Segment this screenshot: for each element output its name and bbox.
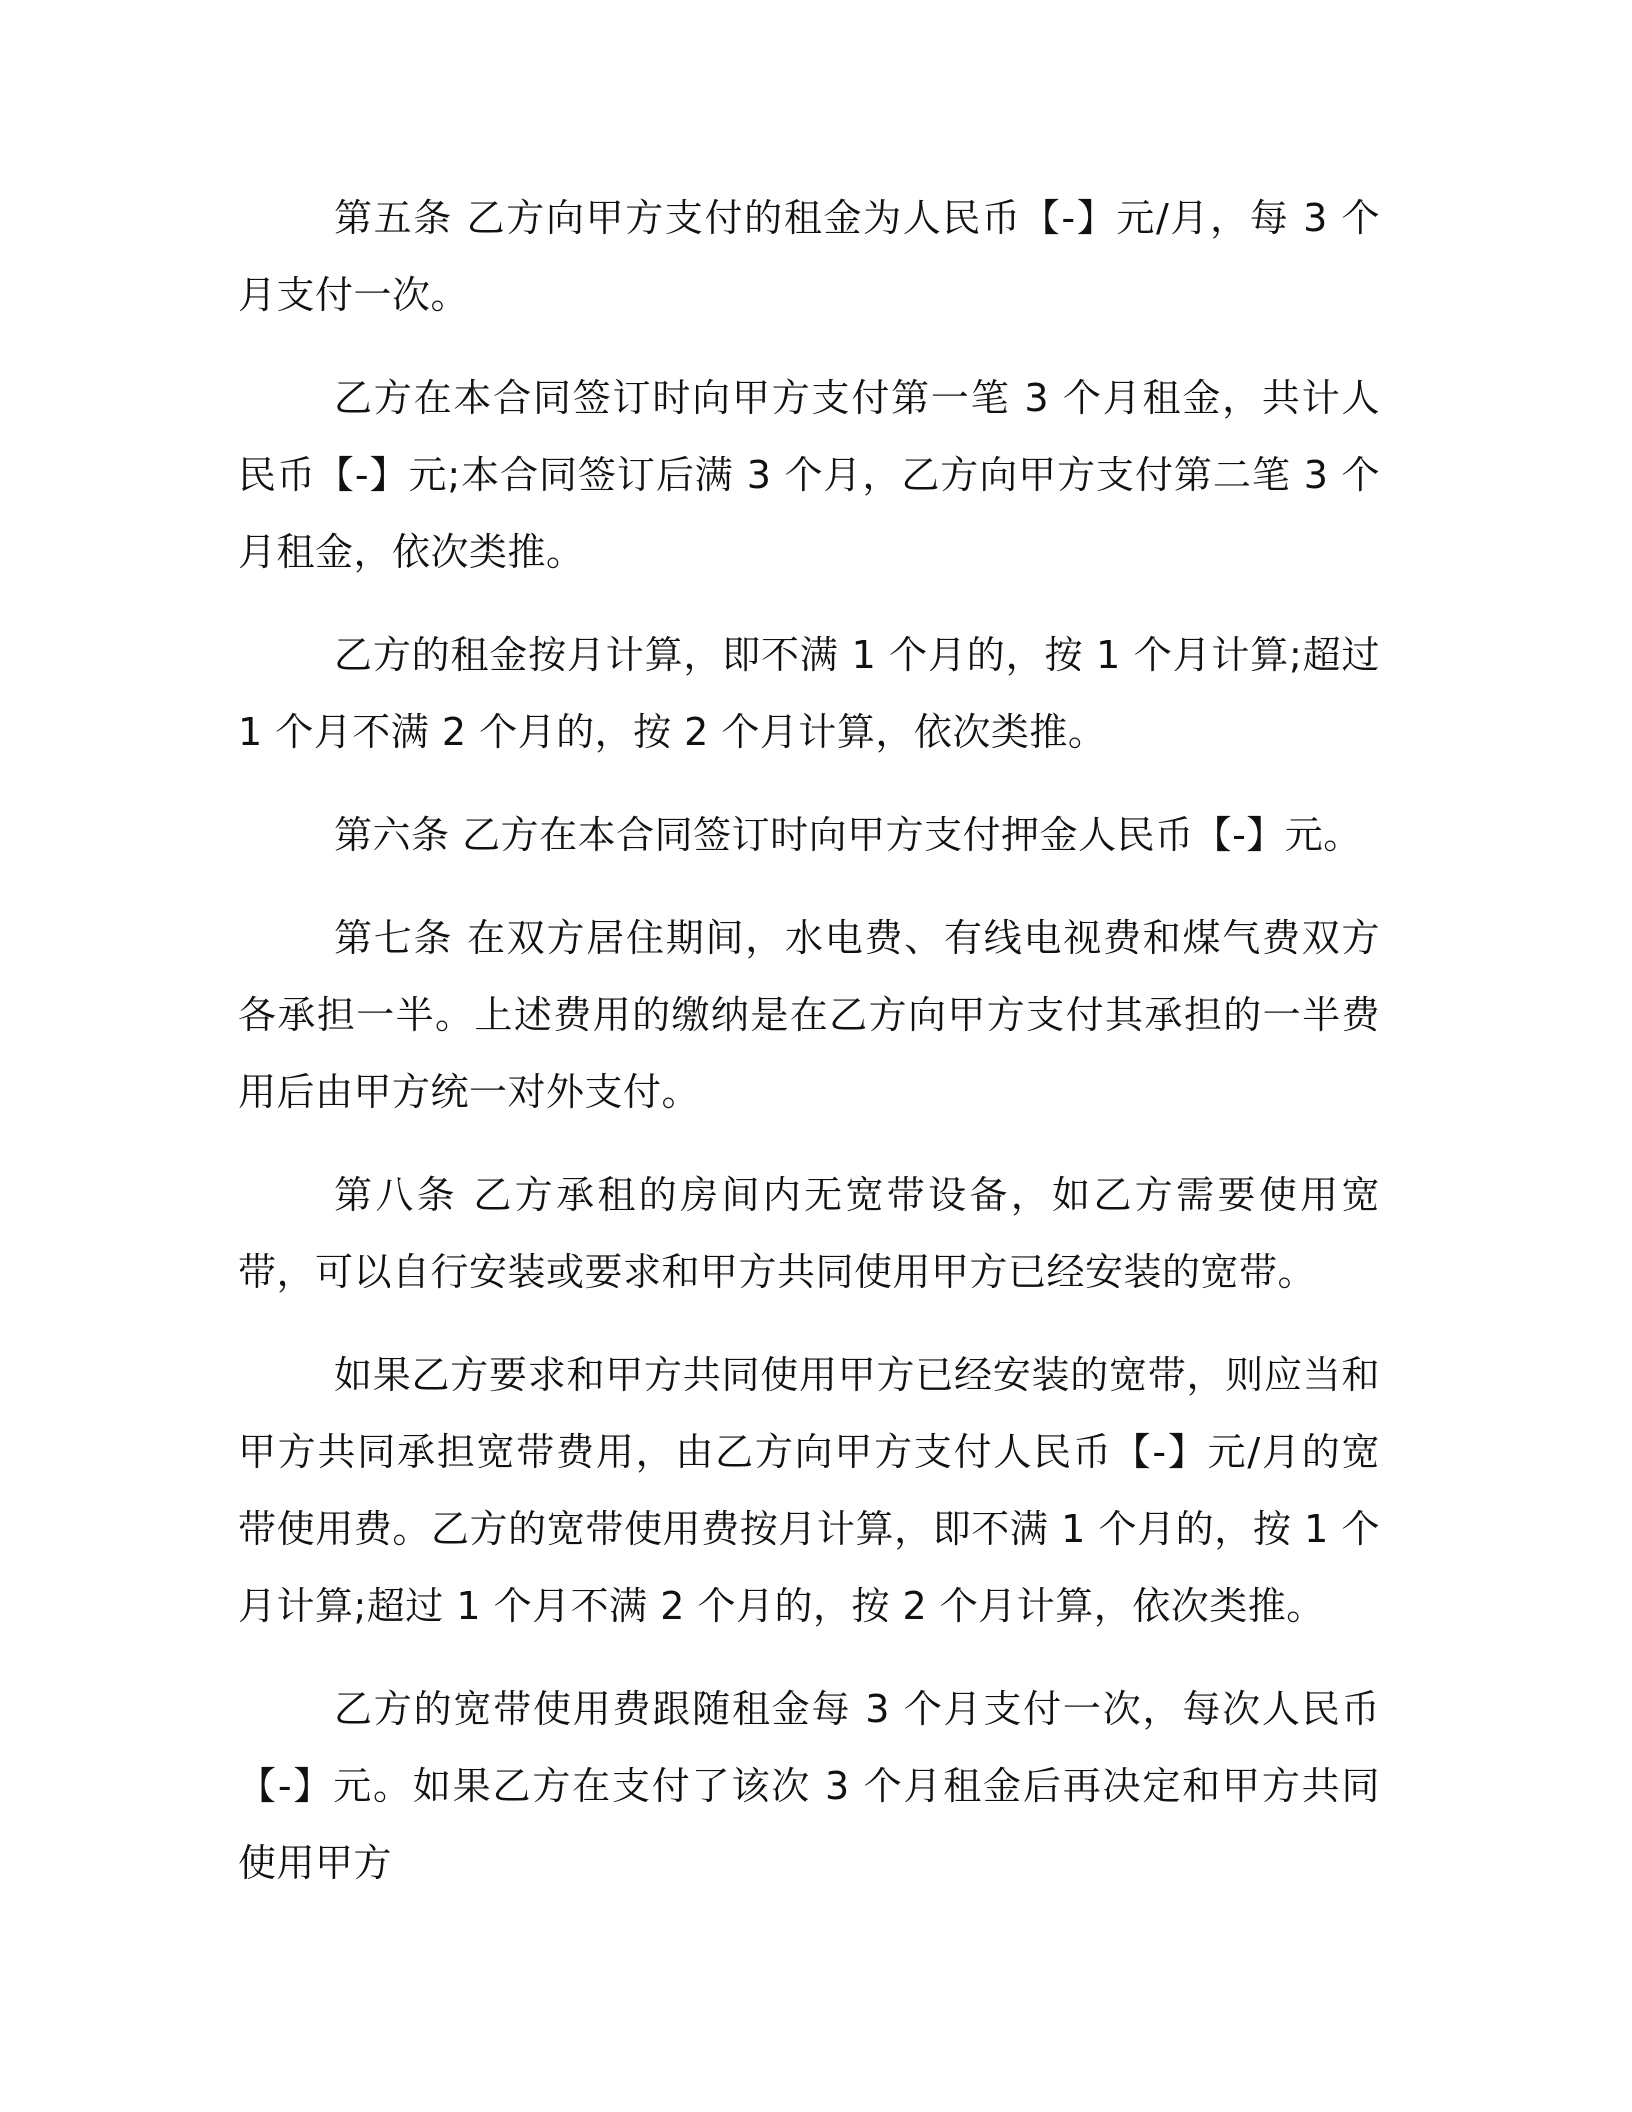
paragraph-article-6: 第六条 乙方在本合同签订时向甲方支付押金人民币【-】元。 xyxy=(334,813,1362,857)
paragraph-article-5: 第五条 乙方向甲方支付的租金为人民币【-】元/月，每 3 个月支付一次。 xyxy=(238,196,1380,317)
paragraph-article-8: 第八条 乙方承租的房间内无宽带设备，如乙方需要使用宽带，可以自行安装或要求和甲方共同使用甲方已经安装的宽带。 xyxy=(238,1173,1380,1294)
paragraph-article-7: 第七条 在双方居住期间，水电费、有线电视费和煤气费双方各承担一半。上述费用的缴纳是在乙方向甲方支付其承担的一半费用后由甲方统一对外支付。 xyxy=(238,916,1380,1114)
paragraph-broadband-fee: 如果乙方要求和甲方共同使用甲方已经安装的宽带，则应当和甲方共同承担宽带费用，由乙方向甲方支付人民币【-】元/月的宽带使用费。乙方的宽带使用费按月计算，即不满 1 个月的，按 1 个月计算;超过 1 个月不满 2 个月的，按 2 个月计算，依次类推。 xyxy=(238,1353,1380,1628)
paragraph-rent-calculation: 乙方的租金按月计算，即不满 1 个月的，按 1 个月计算;超过 1 个月不满 2 个月的，按 2 个月计算，依次类推。 xyxy=(238,633,1380,754)
document-body xyxy=(238,180,1380,1928)
paragraph-broadband-payment: 乙方的宽带使用费跟随租金每 3 个月支付一次，每次人民币【-】元。如果乙方在支付了该次 3 个月租金后再决定和甲方共同使用甲方 xyxy=(238,1687,1380,1885)
paragraph-first-payment: 乙方在本合同签订时向甲方支付第一笔 3 个月租金，共计人民币【-】元;本合同签订后满 3 个月，乙方向甲方支付第二笔 3 个月租金，依次类推。 xyxy=(238,376,1380,574)
